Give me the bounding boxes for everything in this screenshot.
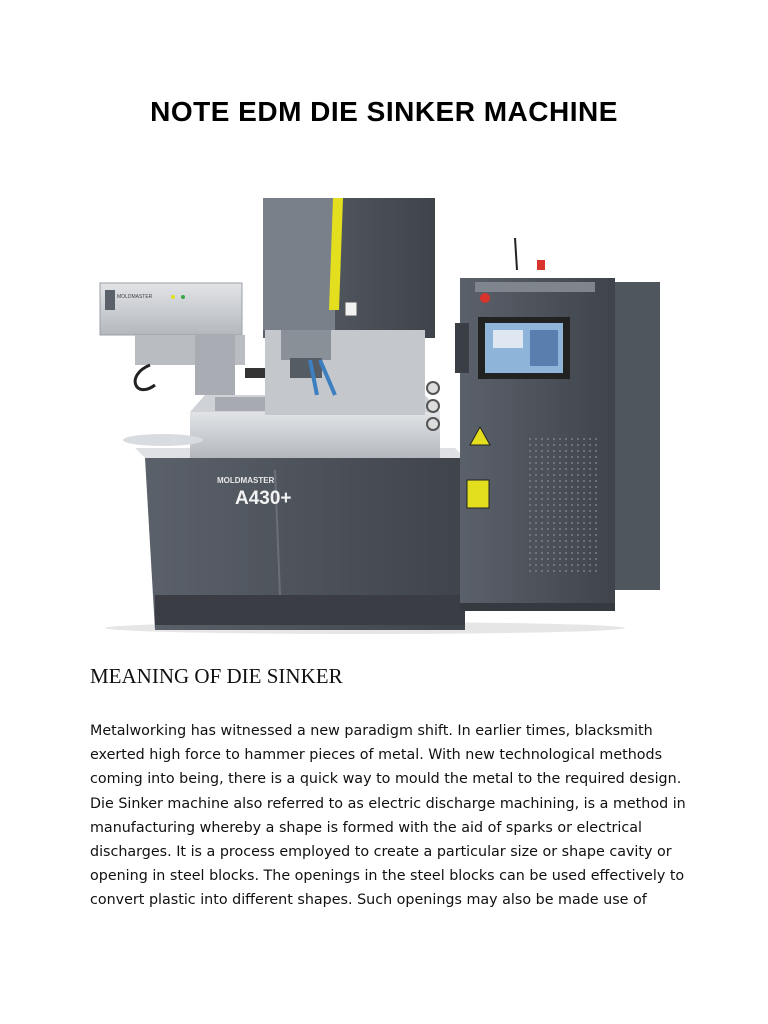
paragraph-line: convert plastic into different shapes. Such openings may also be made use of — [90, 892, 647, 909]
paragraph-line: exerted high force to hammer pieces of metal. With new technological methods — [90, 747, 663, 764]
paragraph-line: Die Sinker machine also referred to as electric discharge machining, is a method in — [90, 795, 686, 812]
machine-base — [135, 448, 465, 630]
paragraph-line: manufacturing whereby a shape is formed with the aid of sparks or electrical — [90, 819, 643, 836]
edm-machine-photo — [95, 190, 675, 635]
brand-label-text: MOLDMASTER — [217, 476, 275, 485]
page-title: NOTE EDM DIE SINKER MACHINE — [150, 96, 618, 127]
machine-column — [263, 198, 435, 415]
paragraph-line: discharges. It is a process employed to create a particular size or shape cavity or — [90, 844, 672, 861]
pressure-gauges — [427, 382, 439, 430]
paragraph-line: coming into being, there is a quick way to mould the metal to the required design. — [90, 771, 682, 788]
model-label-text: A430+ — [235, 488, 292, 509]
section-heading: MEANING OF DIE SINKER — [90, 664, 343, 688]
paragraph-line: Metalworking has witnessed a new paradigm shift. In earlier times, blacksmith — [90, 723, 653, 739]
control-cabinet — [455, 238, 660, 611]
left-arm — [100, 283, 265, 395]
body-paragraph — [90, 719, 690, 913]
paragraph-line: opening in steel blocks. The openings in the steel blocks can be used effectively to — [90, 868, 685, 885]
svg-text:MOLDMASTER: MOLDMASTER — [117, 294, 153, 300]
